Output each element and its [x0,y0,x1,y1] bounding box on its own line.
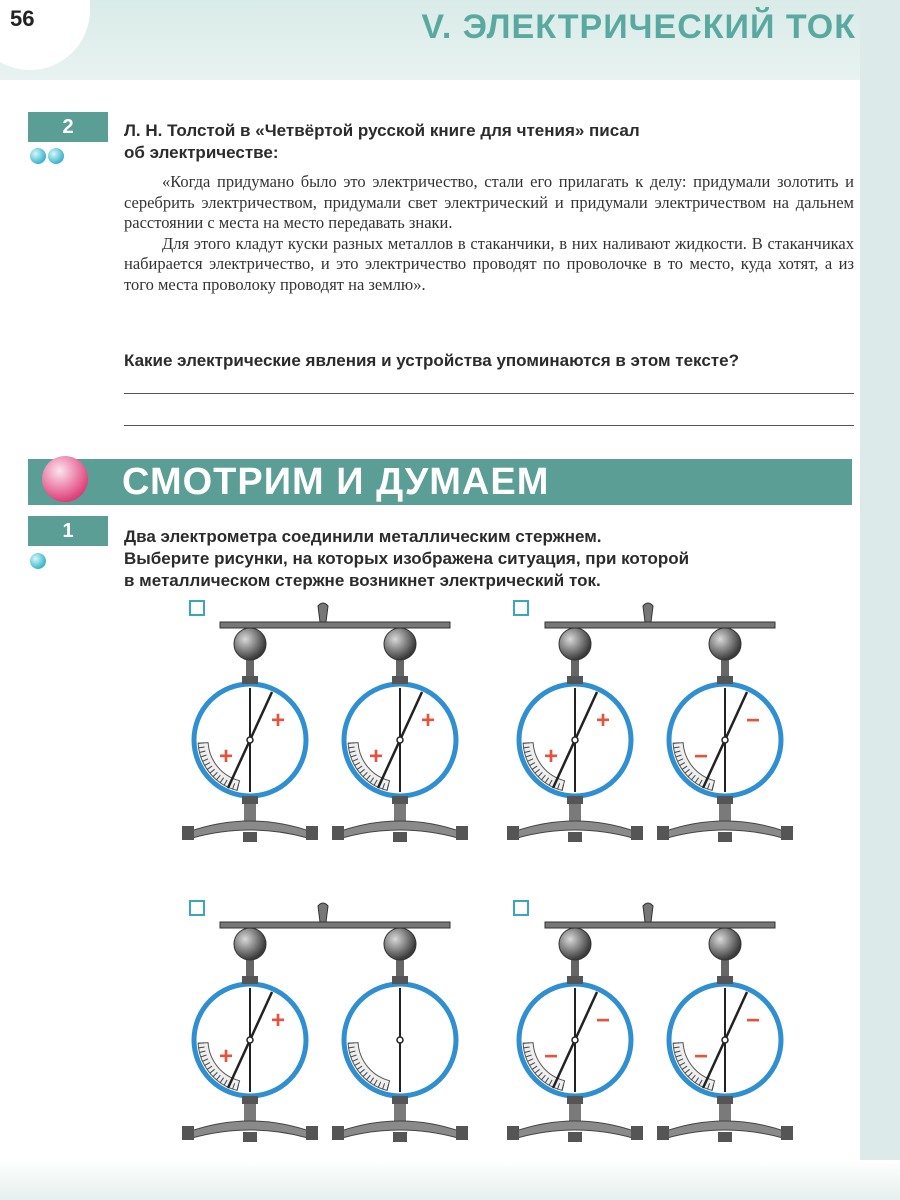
task-heading [124,526,689,592]
task-heading-line: в металлическом стержне возникнет электрический ток. [124,571,601,590]
right-electrometer-stand-foot [781,1126,793,1140]
left-electrometer-dial-clamp [567,976,583,984]
right-electrometer-dial-clamp [392,676,408,684]
left-electrometer-ball [234,928,266,960]
task-heading-line: Выберите рисунки, на которых изображена ситуация, при которой [124,549,690,568]
left-electrometer-ball [559,928,591,960]
right-electrometer-ball [709,628,741,660]
left-electrometer-pivot [247,1037,253,1043]
difficulty-dots [30,553,48,574]
left-electrometer-charge-upper: + [270,707,286,734]
right-electrometer-pivot [722,737,728,743]
tolstoy-quote [124,172,854,295]
right-electrometer-dial-clamp [717,1096,733,1104]
left-electrometer-dial-clamp [242,976,258,984]
quote-paragraph: «Когда придумано было это электричество, стали его прилагать к делу: придумали золотить и серебрить электричеством, придумали свет электрический и придумали электричеством на дальнем расстоянии с места на место передавать знаки. [124,172,854,232]
task-heading [124,120,640,164]
right-electrometer-ball [384,928,416,960]
page-number: 56 [10,6,35,31]
right-electrometer-charge-lower: − [693,743,709,770]
connecting-rod [545,622,775,628]
connecting-rod [220,922,450,928]
electrometer-pair-figure [180,900,470,1150]
right-electrometer-dial-clamp [392,976,408,984]
right-electrometer-stand-foot [657,826,669,840]
left-electrometer-charge-upper: + [595,707,611,734]
right-electrometer-charge-upper: − [745,1007,761,1034]
right-electrometer-charge-lower: + [368,743,384,770]
left-electrometer-stand-foot [243,832,257,842]
right-electrometer-charge-upper: − [745,707,761,734]
answer-line[interactable] [124,393,854,394]
left-electrometer-charge-lower: + [218,743,234,770]
electrometer-pair-figure [180,600,470,850]
right-electrometer-dial-clamp [392,1096,408,1104]
left-electrometer-stand-foot [306,1126,318,1140]
left-electrometer-pivot [572,1037,578,1043]
right-electrometer-stand-foot [332,826,344,840]
left-electrometer-dial-clamp [567,796,583,804]
left-electrometer-charge-lower: − [543,1043,559,1070]
right-electrometer-stand-foot [781,826,793,840]
section-ball-icon [42,456,88,502]
left-electrometer-stand-foot [631,1126,643,1140]
answer-line[interactable] [124,425,854,426]
right-electrometer-stand-foot [718,1132,732,1142]
left-electrometer-stand-foot [568,832,582,842]
left-electrometer-stand-foot [568,1132,582,1142]
left-electrometer-ball [234,628,266,660]
right-electrometer-stand-foot [456,1126,468,1140]
right-electrometer-dial-clamp [717,796,733,804]
right-electrometer-stand-foot [657,1126,669,1140]
left-electrometer-charge-upper: − [595,1007,611,1034]
left-electrometer-stand-foot [507,1126,519,1140]
right-electrometer-charge-lower: − [693,1043,709,1070]
left-electrometer-charge-lower: + [218,1043,234,1070]
quote-paragraph: Для этого кладут куски разных металлов в стаканчики, в них наливают жидкости. В стаканчиках набирается электричество, и это электричество проводят по проволочке в то место, куда хотят, а из того места проволоку проводят на землю». [124,233,854,294]
right-electrometer-stand-foot [332,1126,344,1140]
task-question: Какие электрические явления и устройства упоминаются в этом тексте? [124,351,739,370]
left-electrometer-dial-clamp [242,1096,258,1104]
right-electrometer-pivot [397,737,403,743]
right-electrometer-pivot [722,1037,728,1043]
left-electrometer-stand-foot [243,1132,257,1142]
left-electrometer-ball [559,628,591,660]
connecting-rod [545,922,775,928]
task-heading-line: об электричестве: [124,143,279,162]
left-electrometer-dial-clamp [242,796,258,804]
right-electrometer-charge-upper: + [420,707,436,734]
difficulty-dot [48,148,64,164]
rod-handle [643,603,653,622]
right-electrometer-dial-clamp [717,976,733,984]
left-electrometer-stand-foot [182,1126,194,1140]
left-electrometer-pivot [247,737,253,743]
left-electrometer-stand-foot [182,826,194,840]
left-electrometer-charge-upper: + [270,1007,286,1034]
task-number-badge: 1 [28,516,108,546]
task-heading-line: Л. Н. Толстой в «Четвёртой русской книге для чтения» писал [124,121,640,140]
difficulty-dot [30,148,46,164]
rod-handle [318,603,328,622]
right-electrometer-stand-foot [393,832,407,842]
electrometer-pair-figure [505,900,795,1150]
right-electrometer-ball [709,928,741,960]
task-number-badge: 2 [28,112,108,142]
connecting-rod [220,622,450,628]
right-electrometer-ball [384,628,416,660]
left-electrometer-stand-foot [631,826,643,840]
left-electrometer-stand-foot [306,826,318,840]
right-electrometer-dial-clamp [717,676,733,684]
rod-handle [643,903,653,922]
page-edge [860,0,900,1200]
task-heading-line: Два электрометра соединили металлическим стержнем. [124,527,602,546]
left-electrometer-charge-lower: + [543,743,559,770]
right-electrometer-dial-clamp [392,796,408,804]
electrometer-pair-figure [505,600,795,850]
chapter-title: V. ЭЛЕКТРИЧЕСКИЙ ТОК [421,8,856,46]
rod-handle [318,903,328,922]
left-electrometer-dial-clamp [242,676,258,684]
difficulty-dots [30,148,66,169]
left-electrometer-dial-clamp [567,1096,583,1104]
section-title: СМОТРИМ И ДУМАЕМ [122,461,550,503]
right-electrometer-stand-foot [393,1132,407,1142]
right-electrometer-stand-foot [456,826,468,840]
right-electrometer-pivot [397,1037,403,1043]
left-electrometer-stand-foot [507,826,519,840]
left-electrometer-dial-clamp [567,676,583,684]
left-electrometer-pivot [572,737,578,743]
right-electrometer-stand-foot [718,832,732,842]
page-bottom [0,1160,900,1200]
difficulty-dot [30,553,46,569]
